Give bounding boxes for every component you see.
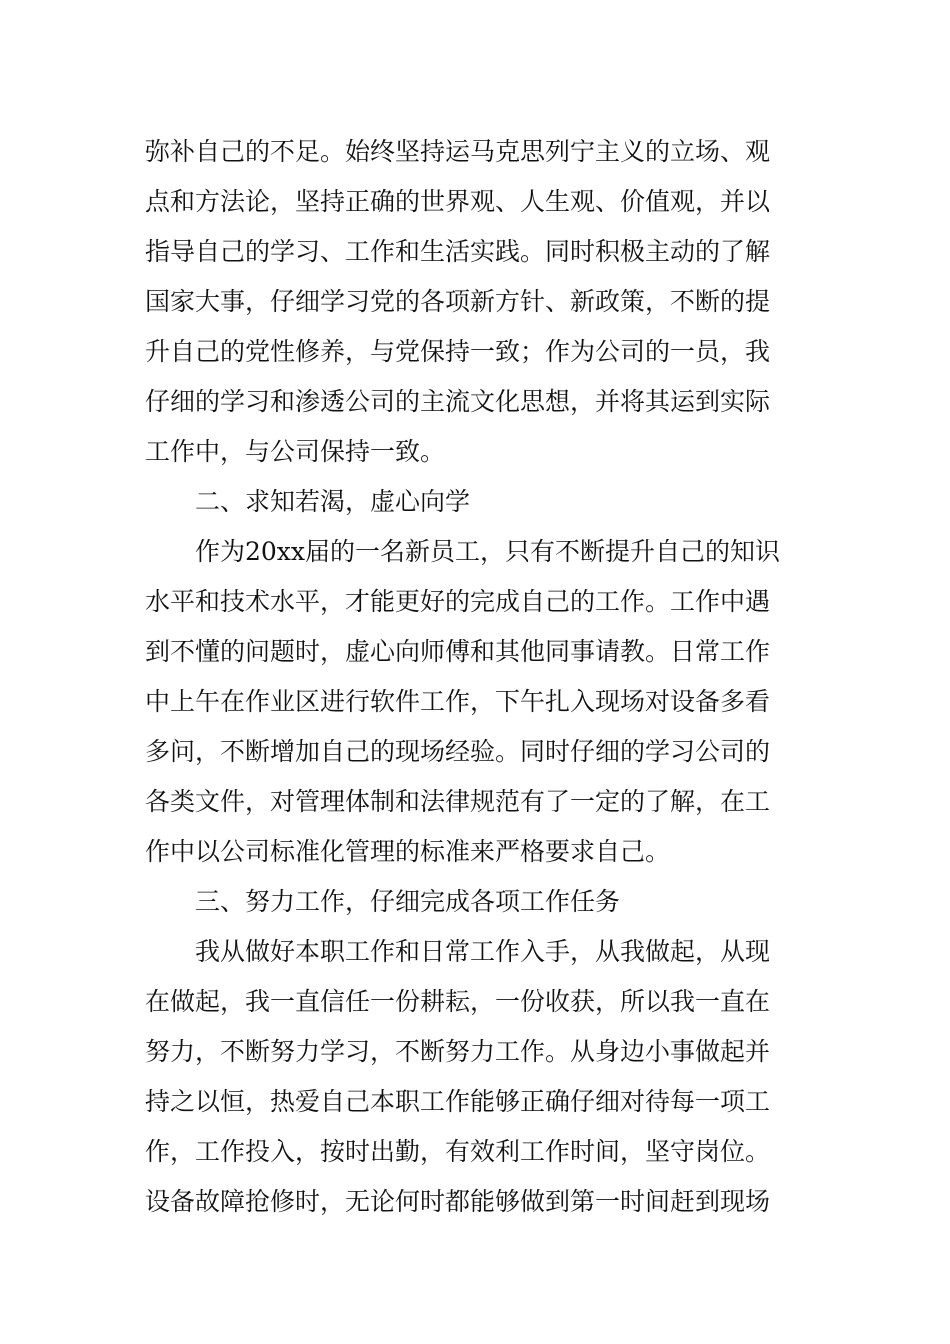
paragraph-line-7: 工作中，与公司保持一致。 — [145, 437, 446, 466]
paragraph-line-19: 作，工作投入，按时出勤，有效利工作时间，坚守岗位。 — [145, 1137, 771, 1166]
paragraph-line-1: 弥补自己的不足。始终坚持运马克思列宁主义的立场、观 — [145, 137, 771, 166]
paragraph-line-15: 我从做好本职工作和日常工作入手，从我做起，从现 — [195, 937, 771, 966]
paragraph-line-5: 升自己的党性修养，与党保持一致；作为公司的一员，我 — [145, 337, 771, 366]
paragraph-line-17: 努力，不断努力学习，不断努力工作。从身边小事做起并 — [145, 1037, 771, 1066]
paragraph-line-13: 各类文件，对管理体制和法律规范有了一定的了解，在工 — [145, 787, 771, 816]
paragraph-line-14: 作中以公司标准化管理的标准来严格要求自己。 — [145, 837, 671, 866]
paragraph-line-3: 指导自己的学习、工作和生活实践。同时积极主动的了解 — [145, 237, 771, 266]
paragraph-line-11: 中上午在作业区进行软件工作，下午扎入现场对设备多看 — [145, 687, 771, 716]
section-heading-2: 二、求知若渴，虚心向学 — [195, 487, 471, 516]
paragraph-line-6: 仔细的学习和渗透公司的主流文化思想，并将其运到实际 — [145, 387, 771, 416]
paragraph-line-10: 到不懂的问题时，虚心向师傅和其他同事请教。日常工作 — [145, 637, 771, 666]
paragraph-line-4: 国家大事，仔细学习党的各项新方针、新政策，不断的提 — [145, 287, 771, 316]
section-heading-3: 三、努力工作，仔细完成各项工作任务 — [195, 887, 621, 916]
paragraph-line-20: 设备故障抢修时，无论何时都能够做到第一时间赶到现场 — [145, 1187, 771, 1216]
paragraph-line-16: 在做起，我一直信任一份耕耘，一份收获，所以我一直在 — [145, 987, 771, 1016]
paragraph-line-12: 多问，不断增加自己的现场经验。同时仔细的学习公司的 — [145, 737, 771, 766]
paragraph-line-9: 水平和技术水平，才能更好的完成自己的工作。工作中遇 — [145, 587, 771, 616]
paragraph-line-18: 持之以恒，热爱自己本职工作能够正确仔细对待每一项工 — [145, 1087, 771, 1116]
paragraph-line-2: 点和方法论，坚持正确的世界观、人生观、价值观，并以 — [145, 187, 771, 216]
paragraph-line-8: 作为20xx届的一名新员工，只有不断提升自己的知识 — [195, 537, 781, 566]
